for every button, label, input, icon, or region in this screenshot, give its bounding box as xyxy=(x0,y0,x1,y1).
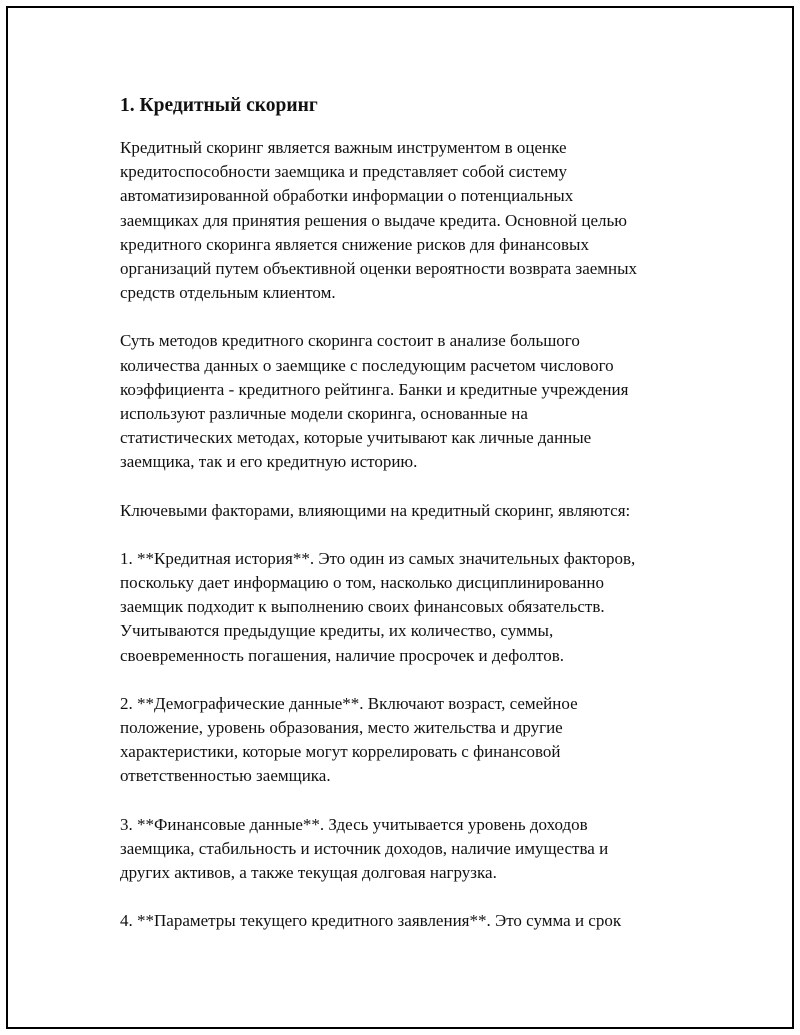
paragraph-methods: Суть методов кредитного скоринга состоит в анализе большого количества данных о заемщике с последующим расчетом числового коэффициента - кредитного рейтинга. Банки и кредитные учреждения используют различные модели скоринга, основанные на статистических методах, которые учитывают как личные данные заемщика, так и его кредитную историю. xyxy=(120,331,629,472)
document-body xyxy=(120,92,700,957)
list-item-credit-history: 1. **Кредитная история**. Это один из самых значительных факторов, поскольку дает информацию о том, насколько дисциплинированно заемщик подходит к выполнению своих финансовых обязательств. Учитываются предыдущие кредиты, их количество, суммы, своевременность погашения, наличие просрочек и дефолтов. xyxy=(120,548,636,665)
paragraph-intro: Кредитный скоринг является важным инструментом в оценке кредитоспособности заемщика и представляет собой систему автоматизированной обработки информации о потенциальных заемщиках для принятия решения о выдаче кредита. Основной целью кредитного скоринга является снижение рисков для финансовых организаций путем объективной оценки вероятности возврата заемных средств отдельным клиентом. xyxy=(120,138,638,303)
list-item-application-params: 4. **Параметры текущего кредитного заявления**. Это сумма и срок xyxy=(120,911,622,931)
list-item-demographics: 2. **Демографические данные**. Включают возраст, семейное положение, уровень образования, место жительства и другие характеристики, которые могут коррелировать с финансовой ответственностью заемщика. xyxy=(120,693,578,786)
section-heading: 1. Кредитный скоринг xyxy=(120,95,318,116)
list-item-financial-data: 3. **Финансовые данные**. Здесь учитывается уровень доходов заемщика, стабильность и источник доходов, наличие имущества и других активов, а также текущая долговая нагрузка. xyxy=(120,814,609,883)
page-frame xyxy=(6,6,794,1029)
paragraph-factors-intro: Ключевыми факторами, влияющими на кредитный скоринг, являются: xyxy=(120,500,631,520)
